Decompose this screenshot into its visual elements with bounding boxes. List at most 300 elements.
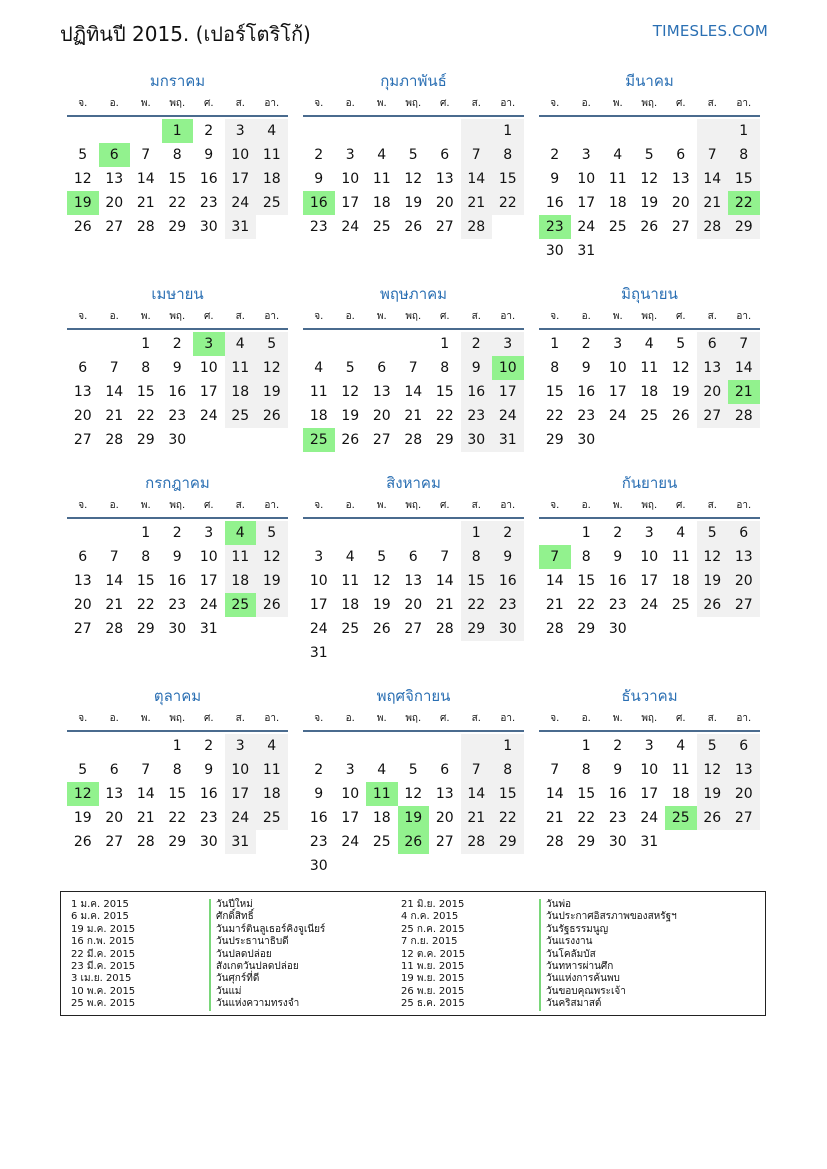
legend-holiday-name: วันพ่อ (539, 899, 677, 911)
weekday-label: จ. (78, 98, 88, 109)
day-cell: 8 (440, 360, 450, 376)
month-name: ตุลาคม (153, 687, 202, 705)
weekday-header (539, 711, 760, 732)
day-cell: 10 (341, 786, 360, 802)
legend-date: 23 มี.ค. 2015 (71, 961, 136, 973)
day-cell: 29 (168, 219, 187, 235)
empty-day-cell (539, 521, 571, 545)
day-cell: 7 (728, 332, 760, 356)
empty-day-cell (398, 521, 430, 545)
holiday-day-cell: 25 (665, 806, 697, 830)
day-cell: 27 (105, 834, 124, 850)
day-cell: 22 (577, 810, 596, 826)
day-cell: 11 (225, 356, 257, 380)
day-cell: 4 (644, 336, 654, 352)
day-cell: 19 (256, 380, 288, 404)
day-cell: 11 (256, 143, 288, 167)
day-cell: 27 (435, 219, 454, 235)
weekday-label: ส. (471, 500, 481, 511)
day-cell: 18 (640, 384, 659, 400)
day-cell: 6 (697, 332, 729, 356)
day-cell: 3 (644, 525, 654, 541)
weekday-label: พฤ. (405, 713, 422, 724)
weekday-label: อา. (500, 311, 516, 322)
weekday-label: อา. (264, 500, 280, 511)
day-cell: 26 (73, 219, 92, 235)
day-cell: 10 (640, 762, 659, 778)
day-cell: 28 (435, 621, 454, 637)
day-cell: 14 (435, 573, 454, 589)
day-cell: 13 (671, 171, 690, 187)
day-cell: 3 (225, 119, 257, 143)
weekday-label: ศ. (439, 500, 450, 511)
month-block (67, 70, 288, 239)
day-cell: 8 (492, 758, 524, 782)
weekday-label: พฤ. (641, 311, 658, 322)
empty-day-cell (335, 521, 367, 545)
day-cell: 6 (728, 734, 760, 758)
day-cell: 6 (728, 521, 760, 545)
month-block (303, 685, 524, 878)
weekday-label: พ. (376, 713, 387, 724)
legend-names-left (209, 899, 325, 1011)
day-cell: 8 (172, 147, 182, 163)
day-cell: 26 (73, 834, 92, 850)
day-cell: 19 (671, 384, 690, 400)
day-cell: 6 (440, 762, 450, 778)
legend-date: 25 พ.ค. 2015 (71, 998, 136, 1010)
day-cell: 7 (141, 147, 151, 163)
day-cell: 7 (141, 762, 151, 778)
empty-day-cell (571, 119, 603, 143)
day-cell: 20 (697, 380, 729, 404)
day-cell: 25 (372, 219, 391, 235)
day-cell: 18 (225, 569, 257, 593)
day-cell: 26 (341, 432, 360, 448)
day-cell: 14 (136, 171, 155, 187)
weekday-label: อา. (500, 500, 516, 511)
day-cell: 22 (461, 593, 493, 617)
day-cell: 2 (613, 525, 623, 541)
day-cell: 25 (608, 219, 627, 235)
month-name: กุมภาพันธ์ (380, 72, 447, 90)
month-name: เมษายน (151, 285, 204, 303)
weekday-label: ส. (471, 98, 481, 109)
weekday-label: ศ. (675, 311, 686, 322)
day-cell: 20 (372, 408, 391, 424)
month-name: พฤศจิกายน (376, 687, 451, 705)
month-name: มีนาคม (625, 72, 674, 90)
day-cell: 2 (204, 123, 214, 139)
day-cell: 23 (199, 195, 218, 211)
day-cell: 3 (345, 762, 355, 778)
legend-date: 7 ก.ย. 2015 (401, 936, 458, 948)
day-cell: 1 (141, 525, 151, 541)
month-block (303, 70, 524, 239)
weekday-label: พ. (376, 311, 387, 322)
day-cell: 5 (78, 147, 88, 163)
holiday-day-cell: 3 (193, 332, 225, 356)
day-cell: 10 (640, 549, 659, 565)
day-cell: 24 (577, 219, 596, 235)
legend-names-right (539, 899, 677, 1011)
empty-day-cell (99, 734, 131, 758)
day-cell: 18 (372, 195, 391, 211)
weekday-label: ศ. (439, 311, 450, 322)
empty-day-cell (67, 734, 99, 758)
day-cell: 23 (461, 404, 493, 428)
weekday-label: ศ. (675, 500, 686, 511)
weekday-label: จ. (550, 98, 560, 109)
day-cell: 22 (492, 191, 524, 215)
day-cell: 26 (697, 593, 729, 617)
day-cell: 19 (372, 597, 391, 613)
day-cell: 12 (404, 171, 423, 187)
weekday-label: ศ. (439, 713, 450, 724)
legend-date: 16 ก.พ. 2015 (71, 936, 135, 948)
day-cell: 19 (697, 569, 729, 593)
day-cell: 4 (377, 762, 387, 778)
day-cell: 21 (136, 810, 155, 826)
month-name: กรกฎาคม (145, 474, 210, 492)
day-grid (67, 734, 288, 854)
day-cell: 5 (345, 360, 355, 376)
day-cell: 13 (73, 573, 92, 589)
day-cell: 7 (697, 143, 729, 167)
day-grid (303, 521, 524, 665)
day-cell: 4 (345, 549, 355, 565)
day-cell: 4 (256, 734, 288, 758)
day-cell: 1 (172, 738, 182, 754)
legend-holiday-name: วันคริสมาสต์ (539, 998, 677, 1010)
day-cell: 18 (256, 167, 288, 191)
day-cell: 19 (404, 195, 423, 211)
day-cell: 20 (728, 782, 760, 806)
empty-day-cell (67, 119, 99, 143)
day-cell: 2 (314, 762, 324, 778)
legend-date: 1 ม.ค. 2015 (71, 899, 129, 910)
day-cell: 16 (492, 569, 524, 593)
empty-day-cell (634, 119, 666, 143)
day-cell: 26 (256, 593, 288, 617)
weekday-label: อ. (345, 311, 355, 322)
day-cell: 11 (372, 171, 391, 187)
weekday-label: อา. (736, 713, 752, 724)
day-cell: 2 (613, 738, 623, 754)
weekday-label: ศ. (203, 500, 214, 511)
weekday-label: ส. (707, 713, 717, 724)
legend-holiday-name: วันประกาศอิสรภาพของสหรัฐฯ (539, 911, 677, 923)
day-cell: 30 (199, 834, 218, 850)
legend-holiday-name: วันโคลัมบัส (539, 949, 677, 961)
day-cell: 20 (671, 195, 690, 211)
day-cell: 15 (435, 384, 454, 400)
day-cell: 5 (697, 521, 729, 545)
day-cell: 13 (728, 758, 760, 782)
day-cell: 13 (435, 786, 454, 802)
weekday-label: อ. (109, 713, 119, 724)
day-cell: 28 (545, 834, 564, 850)
day-cell: 22 (577, 597, 596, 613)
day-cell: 25 (341, 621, 360, 637)
weekday-header (67, 96, 288, 117)
legend-date: 6 ม.ค. 2015 (71, 911, 129, 923)
legend-date: 4 ก.ค. 2015 (401, 911, 459, 923)
legend-dates-left (71, 899, 135, 1011)
month-name: พฤษภาคม (379, 285, 448, 303)
day-cell: 12 (697, 545, 729, 569)
day-grid (303, 332, 524, 452)
holiday-day-cell: 6 (99, 143, 131, 167)
day-cell: 11 (225, 545, 257, 569)
holiday-day-cell: 25 (303, 428, 335, 452)
day-cell: 9 (172, 360, 182, 376)
empty-day-cell (335, 119, 367, 143)
day-cell: 27 (404, 621, 423, 637)
empty-day-cell (67, 332, 99, 356)
empty-day-cell (130, 119, 162, 143)
day-cell: 22 (168, 195, 187, 211)
empty-day-cell (398, 734, 430, 758)
day-cell: 9 (550, 171, 560, 187)
day-cell: 22 (136, 597, 155, 613)
weekday-label: พ. (612, 500, 623, 511)
day-cell: 24 (608, 408, 627, 424)
day-cell: 15 (492, 167, 524, 191)
day-cell: 23 (168, 408, 187, 424)
day-cell: 22 (435, 408, 454, 424)
day-cell: 5 (697, 734, 729, 758)
empty-day-cell (665, 119, 697, 143)
empty-day-cell (303, 521, 335, 545)
weekday-label: จ. (314, 713, 324, 724)
day-cell: 30 (608, 621, 627, 637)
day-cell: 2 (492, 521, 524, 545)
legend-holiday-name: วันทหารผ่านศึก (539, 961, 677, 973)
day-cell: 14 (545, 573, 564, 589)
month-block (539, 70, 760, 263)
day-cell: 23 (492, 593, 524, 617)
weekday-label: อ. (581, 311, 591, 322)
day-cell: 8 (492, 143, 524, 167)
legend-holiday-name: วันแรงงาน (539, 936, 677, 948)
day-cell: 17 (640, 786, 659, 802)
empty-day-cell (697, 119, 729, 143)
day-cell: 6 (440, 147, 450, 163)
weekday-label: ส. (707, 311, 717, 322)
day-cell: 16 (608, 573, 627, 589)
day-cell: 7 (461, 143, 493, 167)
day-cell: 25 (256, 191, 288, 215)
day-cell: 9 (613, 762, 623, 778)
legend-holiday-name: วันศุกร์ที่ดี (209, 973, 325, 985)
empty-day-cell (366, 734, 398, 758)
day-cell: 30 (168, 621, 187, 637)
day-cell: 16 (577, 384, 596, 400)
legend-date: 19 พ.ย. 2015 (401, 973, 465, 985)
weekday-label: อา. (736, 98, 752, 109)
day-cell: 11 (671, 549, 690, 565)
day-cell: 30 (199, 219, 218, 235)
legend-holiday-name: วันปีใหม่ (209, 899, 325, 911)
weekday-label: พฤ. (169, 98, 186, 109)
day-cell: 22 (545, 408, 564, 424)
legend-holiday-name: วันแห่งความทรงจำ (209, 998, 325, 1010)
weekday-label: พฤ. (641, 98, 658, 109)
empty-day-cell (99, 119, 131, 143)
month-block (539, 283, 760, 452)
day-cell: 21 (545, 597, 564, 613)
weekday-label: พ. (140, 500, 151, 511)
day-cell: 2 (172, 336, 182, 352)
day-cell: 27 (671, 219, 690, 235)
day-cell: 9 (461, 356, 493, 380)
day-cell: 26 (697, 806, 729, 830)
day-cell: 1 (141, 336, 151, 352)
day-cell: 16 (461, 380, 493, 404)
day-cell: 13 (105, 786, 124, 802)
day-cell: 11 (256, 758, 288, 782)
day-cell: 10 (225, 143, 257, 167)
legend-holiday-name: วันรัฐธรรมนูญ (539, 924, 677, 936)
legend-date: 3 เม.ย. 2015 (71, 973, 132, 985)
day-cell: 15 (577, 573, 596, 589)
day-cell: 5 (377, 549, 387, 565)
day-cell: 16 (309, 810, 328, 826)
day-cell: 3 (345, 147, 355, 163)
day-cell: 11 (640, 360, 659, 376)
day-cell: 1 (581, 525, 591, 541)
day-cell: 10 (225, 758, 257, 782)
day-cell: 1 (492, 119, 524, 143)
day-cell: 24 (309, 621, 328, 637)
holiday-day-cell: 19 (398, 806, 430, 830)
day-cell: 5 (256, 521, 288, 545)
month-block (539, 685, 760, 854)
weekday-label: อา. (500, 98, 516, 109)
month-block (67, 685, 288, 854)
day-cell: 3 (225, 734, 257, 758)
weekday-label: จ. (314, 98, 324, 109)
legend-date: 22 มี.ค. 2015 (71, 948, 136, 960)
day-cell: 28 (461, 830, 493, 854)
day-cell: 8 (172, 762, 182, 778)
legend-date: 25 ธ.ค. 2015 (401, 998, 465, 1010)
weekday-label: อ. (581, 713, 591, 724)
day-cell: 14 (105, 573, 124, 589)
day-cell: 3 (613, 336, 623, 352)
day-cell: 28 (697, 215, 729, 239)
day-cell: 8 (141, 549, 151, 565)
empty-day-cell (335, 332, 367, 356)
weekday-label: จ. (550, 500, 560, 511)
weekday-label: อ. (109, 500, 119, 511)
weekday-label: อา. (736, 500, 752, 511)
day-cell: 19 (256, 569, 288, 593)
day-grid (67, 119, 288, 239)
day-cell: 18 (671, 786, 690, 802)
day-cell: 27 (728, 593, 760, 617)
day-cell: 31 (309, 645, 328, 661)
day-cell: 15 (136, 384, 155, 400)
day-cell: 17 (199, 573, 218, 589)
day-cell: 27 (105, 219, 124, 235)
weekday-label: ส. (707, 500, 717, 511)
weekday-header (303, 711, 524, 732)
day-cell: 3 (314, 549, 324, 565)
page-title: ปฏิทินปี 2015. (เปอร์โตริโก้) (60, 22, 311, 46)
day-cell: 20 (435, 810, 454, 826)
holiday-day-cell: 1 (162, 119, 194, 143)
day-cell: 11 (608, 171, 627, 187)
legend-holiday-name: สังเกตวันปลดปล่อย (209, 961, 325, 973)
day-cell: 24 (341, 834, 360, 850)
day-grid (539, 119, 760, 263)
day-cell: 26 (671, 408, 690, 424)
day-cell: 30 (492, 617, 524, 641)
weekday-label: พ. (376, 98, 387, 109)
day-cell: 9 (492, 545, 524, 569)
day-cell: 5 (78, 762, 88, 778)
empty-day-cell (539, 119, 571, 143)
weekday-label: พฤ. (169, 500, 186, 511)
day-cell: 12 (404, 786, 423, 802)
day-cell: 13 (728, 545, 760, 569)
day-cell: 7 (109, 549, 119, 565)
weekday-label: พฤ. (405, 311, 422, 322)
weekday-label: ศ. (203, 311, 214, 322)
day-cell: 15 (577, 786, 596, 802)
day-grid (539, 521, 760, 641)
day-cell: 27 (435, 834, 454, 850)
day-cell: 30 (608, 834, 627, 850)
day-cell: 29 (136, 621, 155, 637)
day-cell: 15 (168, 786, 187, 802)
weekday-label: พฤ. (641, 500, 658, 511)
day-cell: 10 (199, 549, 218, 565)
weekday-label: พฤ. (169, 713, 186, 724)
day-cell: 29 (577, 834, 596, 850)
day-cell: 29 (461, 617, 493, 641)
day-cell: 7 (461, 758, 493, 782)
weekday-header (539, 498, 760, 519)
weekday-header (539, 96, 760, 117)
weekday-label: พฤ. (169, 311, 186, 322)
day-cell: 15 (492, 782, 524, 806)
day-cell: 5 (644, 147, 654, 163)
day-cell: 16 (608, 786, 627, 802)
legend-holiday-name: วันมาร์ตินลูเธอร์คิงจูเนียร์ (209, 924, 325, 936)
month-name: สิงหาคม (386, 474, 441, 492)
day-cell: 12 (256, 356, 288, 380)
day-cell: 20 (435, 195, 454, 211)
day-cell: 9 (204, 147, 214, 163)
brand-link[interactable]: TIMESLES.COM (652, 22, 768, 40)
weekday-label: ศ. (675, 713, 686, 724)
day-cell: 25 (225, 404, 257, 428)
day-cell: 25 (256, 806, 288, 830)
weekday-label: ส. (235, 500, 245, 511)
day-cell: 1 (728, 119, 760, 143)
day-cell: 24 (199, 597, 218, 613)
day-cell: 17 (341, 195, 360, 211)
day-cell: 17 (309, 597, 328, 613)
day-grid (539, 332, 760, 452)
month-block (303, 472, 524, 665)
day-cell: 29 (435, 432, 454, 448)
weekday-label: พ. (140, 713, 151, 724)
day-cell: 9 (314, 171, 324, 187)
